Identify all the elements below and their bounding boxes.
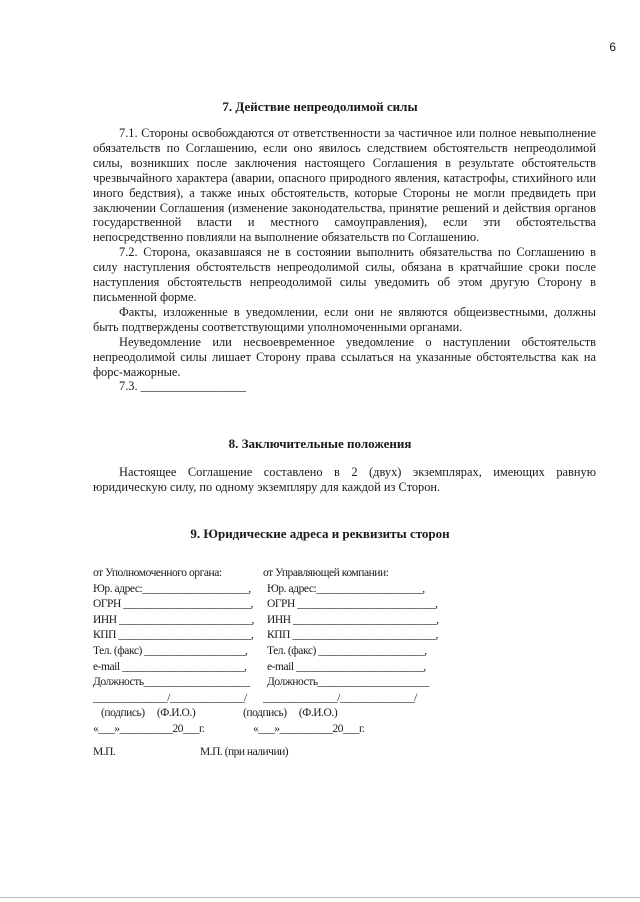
company-position-field: Должность_____________________ <box>267 676 429 689</box>
company-header: от Управляющей компании: <box>263 567 389 579</box>
authority-position-field: Должность____________________ <box>93 676 250 689</box>
company-ogrn-field: ОГРН __________________________, <box>267 598 438 611</box>
requisites-row-ogrn <box>93 597 533 613</box>
requisites-row-email <box>93 660 533 676</box>
authority-header: от Уполномоченного органа: <box>93 567 222 579</box>
authority-inn-field: ИНН _________________________, <box>93 613 254 626</box>
company-stamp-label: М.П. (при наличии) <box>200 746 289 758</box>
requisites-row-inn <box>93 613 533 629</box>
company-phone-field: Тел. (факс) ____________________, <box>267 644 427 657</box>
authority-date-field: «___»__________20___г. <box>93 722 205 735</box>
paragraph-7-1: 7.1. Стороны освобождаются от ответственности за частичное или полное невыполнение обязательств по Соглашению, если оно явилось следствием обстоятельств непреодолимой силы, возникших после заключения настоящего Соглашения в результате обстоятельств чрезвычайного характера (аварии, опасного природного явления, катастрофы, стихийного или иного бедствия), а также иных обстоятельств, которые Стороны не могли предвидеть при заключении Соглашения (изменение законодательства, принятие решений и действия органов государственной власти и местного самоуправления), если эти обстоятельства непосредственно повлияли на выполнение обязательств по Соглашению. <box>93 126 596 245</box>
section-8-body <box>93 465 596 495</box>
page-number: 6 <box>609 40 616 54</box>
authority-address-field: Юр. адрес:____________________, <box>93 582 251 595</box>
authority-stamp-label: М.П. <box>93 746 116 758</box>
section-9-title: 9. Юридические адреса и реквизиты сторон <box>190 526 450 541</box>
page-bottom-edge <box>0 897 640 898</box>
section-8-title: 8. Заключительные положения <box>228 436 412 451</box>
requisites-row-headers <box>93 566 533 582</box>
authority-signature-caption: (подпись) (Ф.И.О.) <box>101 707 196 720</box>
requisites-row-position <box>93 675 533 691</box>
company-signature-caption: (подпись) (Ф.И.О.) <box>243 707 338 720</box>
authority-kpp-field: КПП _________________________, <box>93 629 254 642</box>
paragraph-facts: Факты, изложенные в уведомлении, если они не являются общеизвестными, должны быть подтверждены соответствующими уполномоченными органами. <box>93 304 596 334</box>
company-address-field: Юр. адрес:____________________, <box>267 582 425 595</box>
authority-ogrn-field: ОГРН ________________________, <box>93 598 253 611</box>
section-7-body <box>93 126 596 394</box>
requisites-row-dates <box>93 722 533 738</box>
requisites-row-kpp <box>93 628 533 644</box>
paragraph-8: Настоящее Соглашение составлено в 2 (двух) экземплярах, имеющих равную юридическую силу, по одному экземпляру для каждой из Сторон. <box>93 465 596 494</box>
paragraph-7-2: 7.2. Сторона, оказавшаяся не в состоянии выполнить обязательства по Соглашению в силу наступления обстоятельств непреодолимой силы, обязана в кратчайшие сроки после наступления обстоятельств непреодолимой силы уведомить об этом другую Сторону в письменной форме. <box>93 245 596 304</box>
authority-email-field: e-mail _______________________, <box>93 660 247 673</box>
requisites-row-signature-lines <box>93 691 533 707</box>
section-7-title: 7. Действие непреодолимой силы <box>222 99 418 114</box>
requisites-row-address <box>93 582 533 598</box>
requisites-table <box>93 566 533 738</box>
authority-phone-field: Тел. (факс) ___________________, <box>93 644 248 657</box>
paragraph-non-notification: Неуведомление или несвоевременное уведомление о наступлении обстоятельств непреодолимой силы лишает Сторону права ссылаться на указанные обстоятельства как на форс-мажорные. <box>93 334 596 379</box>
requisites-row-signature-captions <box>93 706 533 722</box>
company-signature-line: ______________/______________/ <box>263 691 417 704</box>
company-inn-field: ИНН ___________________________, <box>267 613 439 626</box>
company-email-field: e-mail ________________________, <box>267 660 426 673</box>
company-kpp-field: КПП ___________________________, <box>267 629 438 642</box>
requisites-row-phone <box>93 644 533 660</box>
paragraph-7-3: 7.3. _________________ <box>119 379 247 394</box>
company-date-field: «___»__________20___г. <box>253 722 365 735</box>
authority-signature-line: ______________/______________/ <box>93 691 247 704</box>
